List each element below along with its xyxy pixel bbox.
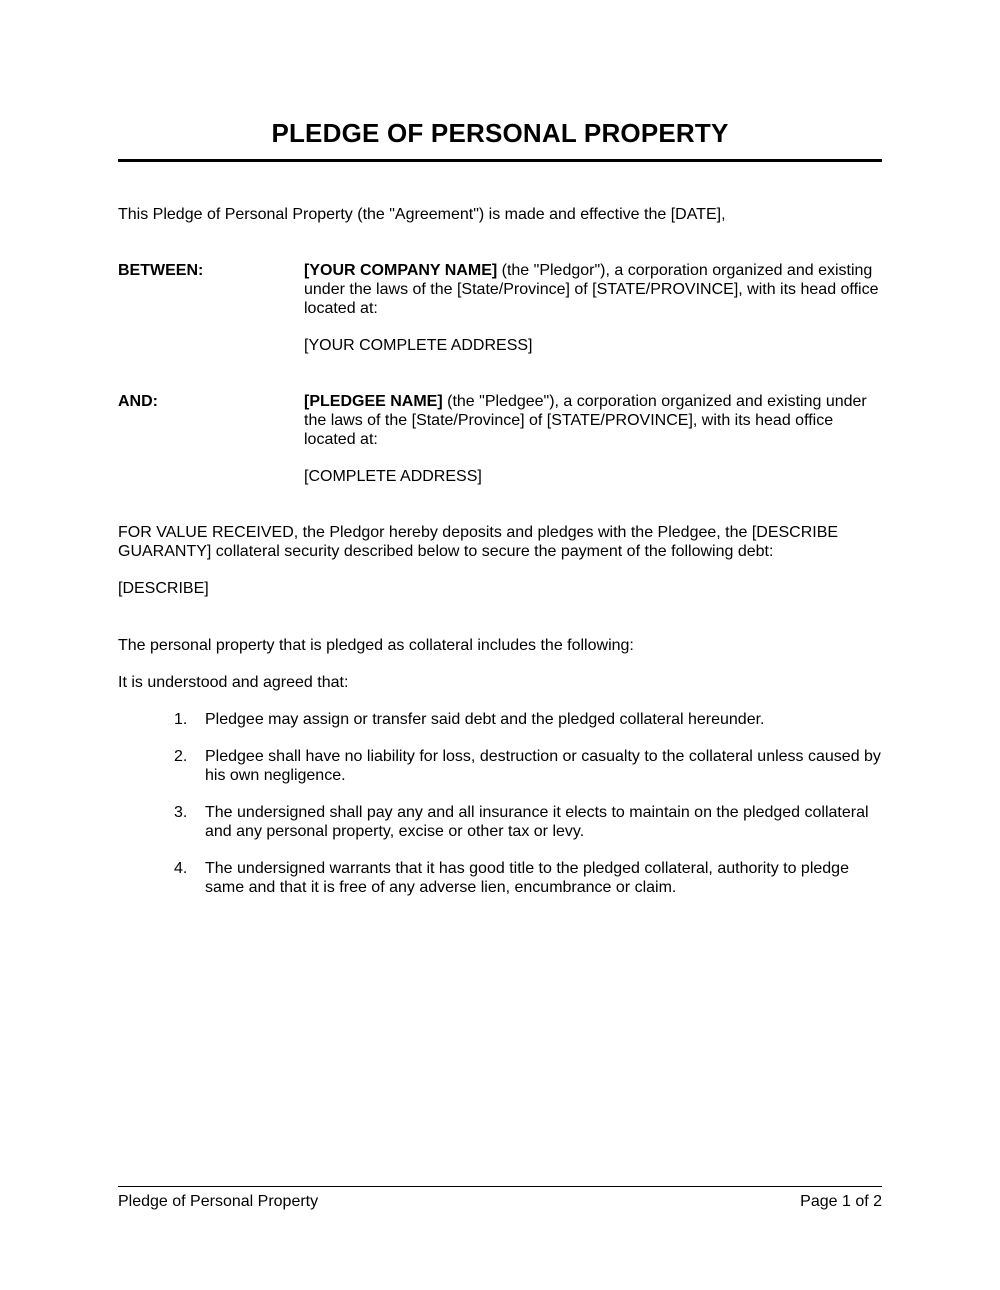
list-number: 1.: [174, 711, 188, 728]
list-text: Pledgee shall have no liability for loss, destruction or casualty to the collateral unless caused by his own negligence.: [205, 748, 881, 784]
pledgee-description: (the "Pledgee"), a corporation organized and existing under the laws of the [State/Province] of [STATE/PROVINCE], with its head office located at:: [304, 393, 867, 448]
pledgor-name: [YOUR COMPANY NAME]: [304, 262, 498, 279]
list-number: 4.: [174, 860, 188, 877]
list-text: Pledgee may assign or transfer said debt and the pledged collateral hereunder.: [205, 711, 765, 728]
list-item: [118, 803, 882, 841]
list-item: [118, 747, 882, 785]
between-body: [304, 261, 884, 355]
pledgor-address: [YOUR COMPLETE ADDRESS]: [304, 337, 533, 354]
and-text: [304, 392, 884, 449]
page-title: PLEDGE OF PERSONAL PROPERTY: [271, 118, 729, 148]
footer-page-number: Page 1 of 2: [800, 1193, 882, 1210]
list-item: [118, 710, 882, 729]
title-divider: [118, 159, 882, 162]
and-body: [304, 392, 884, 486]
footer-document-name: Pledge of Personal Property: [118, 1193, 319, 1210]
pledgee-address: [COMPLETE ADDRESS]: [304, 468, 482, 485]
pledgee-name: [PLEDGEE NAME]: [304, 393, 443, 410]
between-label: BETWEEN:: [118, 262, 204, 279]
describe-placeholder: [DESCRIBE]: [118, 580, 209, 597]
list-text: The undersigned shall pay any and all insurance it elects to maintain on the pledged collateral and any personal property, excise or other tax or levy.: [205, 804, 869, 840]
footer-divider: [118, 1186, 882, 1187]
list-text: The undersigned warrants that it has good title to the pledged collateral, authority to pledge same and that it is free of any adverse lien, encumbrance or claim.: [205, 860, 849, 896]
list-item: [118, 859, 882, 897]
value-received-paragraph: FOR VALUE RECEIVED, the Pledgor hereby deposits and pledges with the Pledgee, the [DESCRIBE GUARANTY] collateral security described below to secure the payment of the following debt:: [118, 524, 839, 560]
terms-list: [118, 710, 882, 915]
list-number: 2.: [174, 748, 188, 765]
collateral-intro: The personal property that is pledged as collateral includes the following:: [118, 637, 634, 654]
list-number: 3.: [174, 804, 188, 821]
and-label: AND:: [118, 393, 158, 410]
understood-paragraph: It is understood and agreed that:: [118, 674, 349, 691]
pledgor-description: (the "Pledgor"), a corporation organized and existing under the laws of the [State/Province] of [STATE/PROVINCE], with its head office located at:: [304, 262, 879, 317]
between-text: [304, 261, 884, 318]
intro-paragraph: This Pledge of Personal Property (the "Agreement") is made and effective the [DATE],: [118, 206, 726, 223]
